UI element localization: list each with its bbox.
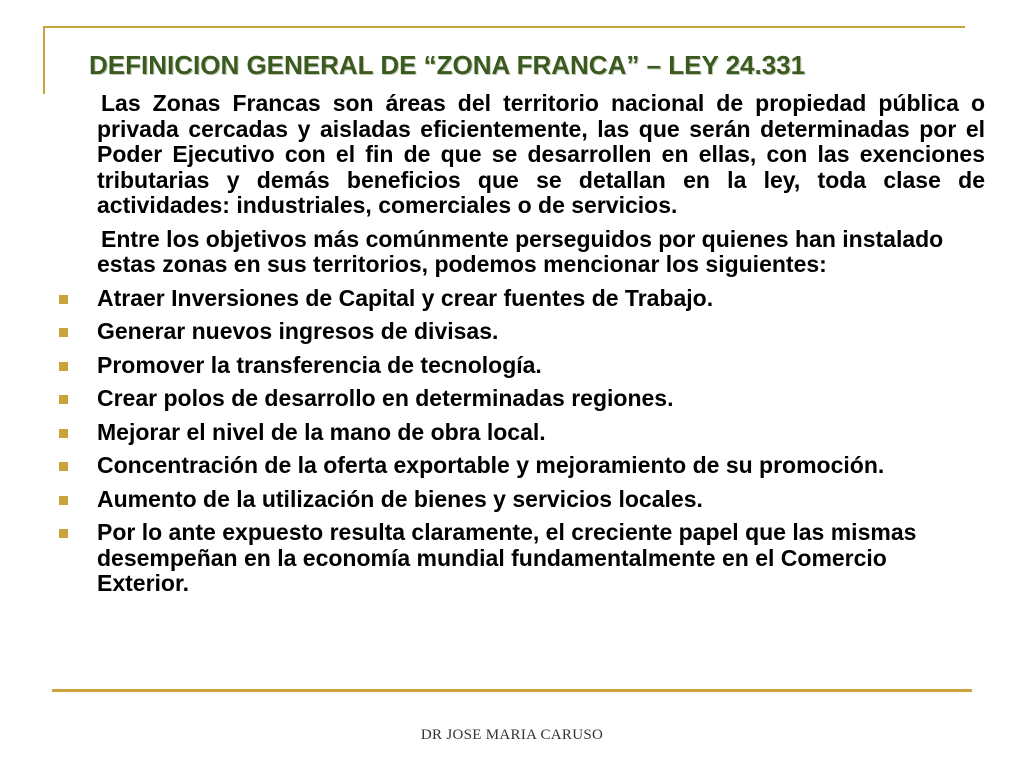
list-item-text: Generar nuevos ingresos de divisas. <box>97 318 499 344</box>
objectives-intro-paragraph <box>55 227 985 278</box>
list-item <box>55 453 985 479</box>
list-item-text: Aumento de la utilización de bienes y servicios locales. <box>97 485 703 512</box>
slide-title: DEFINICION GENERAL DE “ZONA FRANCA” – LEY 24.331 <box>89 50 806 80</box>
square-bullet-icon <box>59 328 68 337</box>
square-bullet-icon <box>59 496 68 505</box>
objectives-intro-text: Entre los objetivos más comúnmente perseguidos por quienes han instalado estas zonas en sus territorios, podemos mencionar los siguientes: <box>97 225 944 277</box>
list-item <box>55 286 985 312</box>
bottom-border-line <box>52 689 972 692</box>
square-bullet-icon <box>59 429 68 438</box>
square-bullet-icon <box>59 462 68 471</box>
definition-text: Las Zonas Francas son áreas del territorio nacional de propiedad pública o privada cercadas y aisladas eficientemente, las que serán determinadas por el Poder Ejecutivo con el fin de que se desarrollen en ellas, con las exenciones tributarias y demás beneficios que se detallan en la ley, toda clase de actividades: industriales, comerciales o de servicios. <box>97 90 985 218</box>
slide-body <box>55 91 985 605</box>
square-bullet-icon <box>59 295 68 304</box>
square-bullet-icon <box>59 362 68 371</box>
list-item-text: Por lo ante expuesto resulta claramente, el creciente papel que las mismas desempeñan en la economía mundial fundamentalmente en el Comercio Exterior. <box>97 519 917 596</box>
left-border-line <box>43 26 45 94</box>
square-bullet-icon <box>59 529 68 538</box>
square-bullet-icon <box>59 395 68 404</box>
list-item-text: Mejorar el nivel de la mano de obra local. <box>97 418 546 445</box>
list-item-text: Concentración de la oferta exportable y mejoramiento de su promoción. <box>97 452 885 478</box>
list-item <box>55 420 985 446</box>
list-item <box>55 319 985 345</box>
list-item-text: Crear polos de desarrollo en determinadas regiones. <box>97 385 674 411</box>
list-item-text: Promover la transferencia de tecnología. <box>97 351 542 378</box>
top-border-line <box>43 26 965 28</box>
list-item <box>55 353 985 379</box>
objectives-list <box>55 286 985 597</box>
list-item <box>55 386 985 412</box>
list-item <box>55 520 985 597</box>
list-item <box>55 487 985 513</box>
list-item-text: Atraer Inversiones de Capital y crear fuentes de Trabajo. <box>97 284 714 311</box>
footer-author: DR JOSE MARIA CARUSO <box>420 727 604 743</box>
definition-paragraph <box>55 91 985 219</box>
